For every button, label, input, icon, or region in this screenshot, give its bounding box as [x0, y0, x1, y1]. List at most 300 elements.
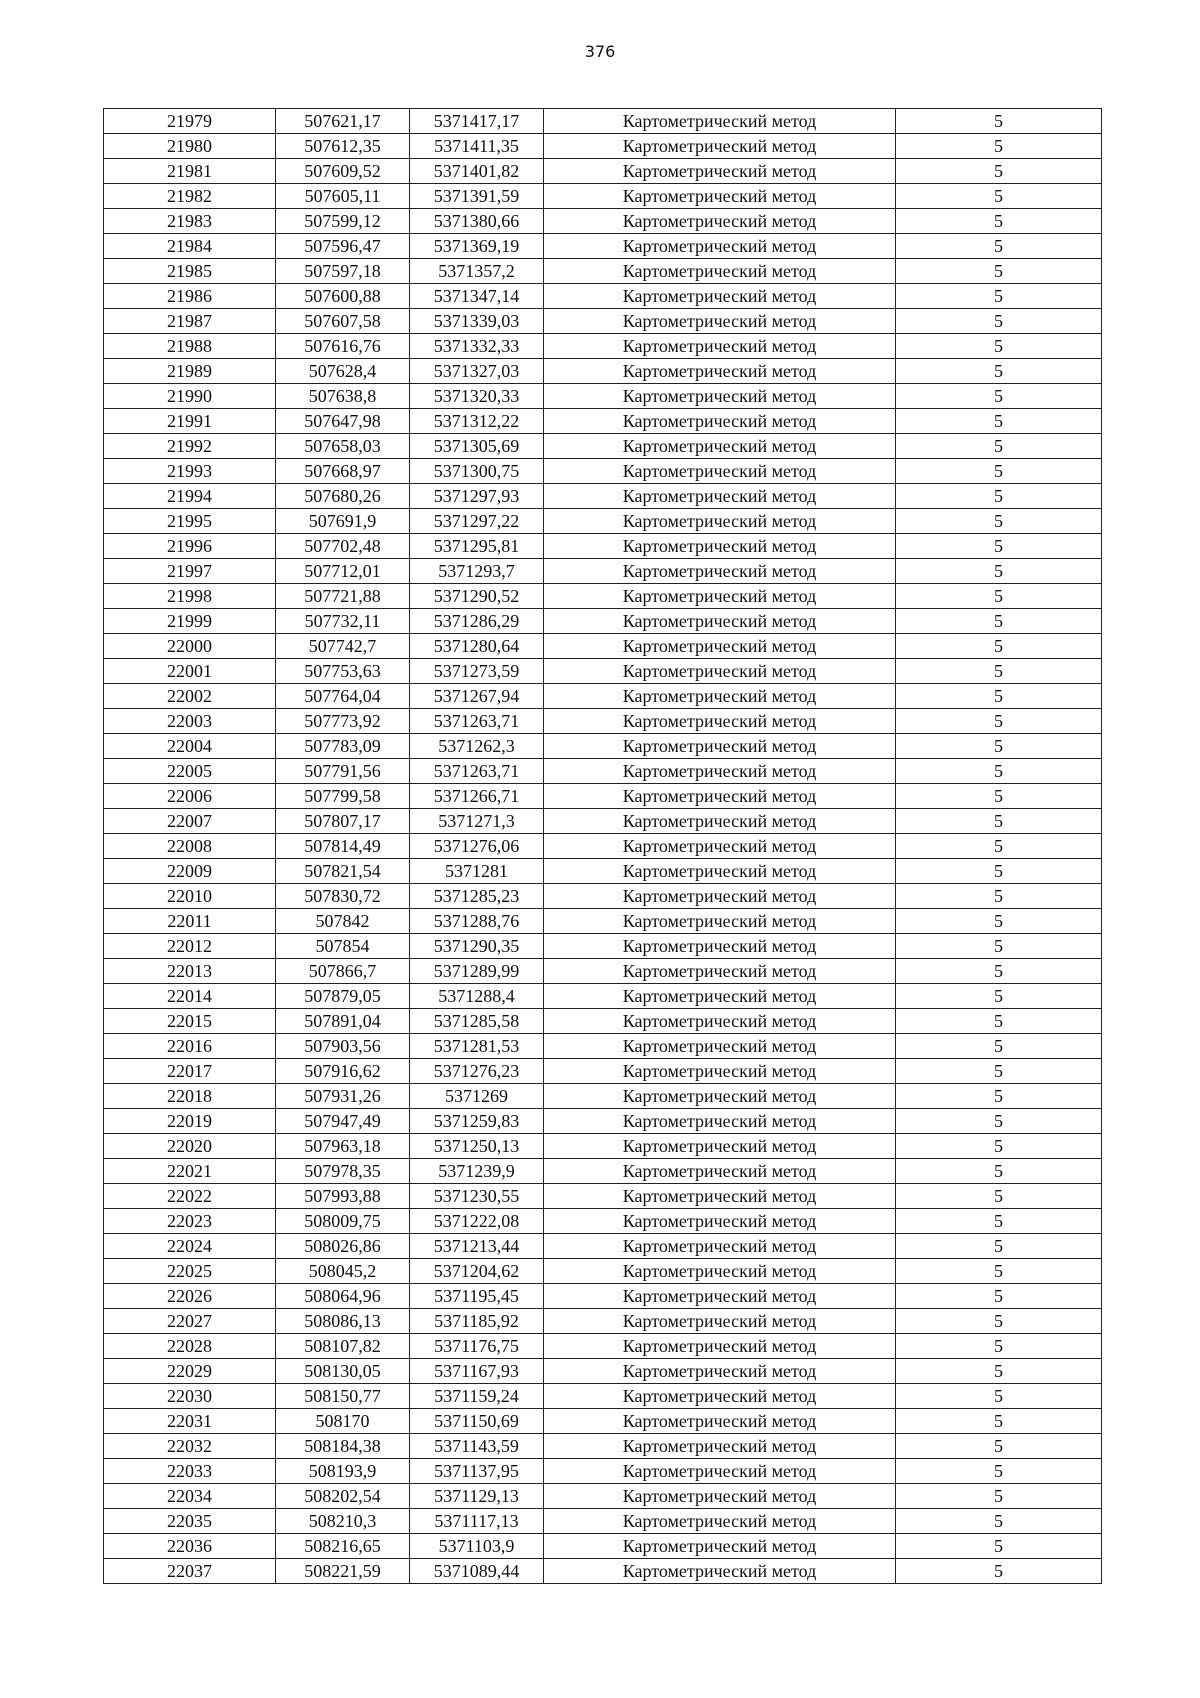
accuracy-cell: 5 — [896, 1484, 1102, 1509]
accuracy-cell: 5 — [896, 334, 1102, 359]
y-coordinate-cell: 5371150,69 — [410, 1409, 544, 1434]
point-number-cell: 22005 — [104, 759, 276, 784]
point-number-cell: 21996 — [104, 534, 276, 559]
table-row — [104, 1359, 1102, 1384]
accuracy-cell: 5 — [896, 934, 1102, 959]
x-coordinate-cell: 507830,72 — [276, 884, 410, 909]
x-coordinate-cell: 507963,18 — [276, 1134, 410, 1159]
method-cell: Картометрический метод — [544, 1559, 896, 1584]
method-cell: Картометрический метод — [544, 134, 896, 159]
y-coordinate-cell: 5371263,71 — [410, 709, 544, 734]
y-coordinate-cell: 5371290,35 — [410, 934, 544, 959]
accuracy-cell: 5 — [896, 784, 1102, 809]
x-coordinate-cell: 507742,7 — [276, 634, 410, 659]
table-row — [104, 984, 1102, 1009]
x-coordinate-cell: 507993,88 — [276, 1184, 410, 1209]
y-coordinate-cell: 5371230,55 — [410, 1184, 544, 1209]
method-cell: Картометрический метод — [544, 534, 896, 559]
accuracy-cell: 5 — [896, 734, 1102, 759]
accuracy-cell: 5 — [896, 634, 1102, 659]
point-number-cell: 21987 — [104, 309, 276, 334]
y-coordinate-cell: 5371288,76 — [410, 909, 544, 934]
x-coordinate-cell: 507647,98 — [276, 409, 410, 434]
x-coordinate-cell: 508150,77 — [276, 1384, 410, 1409]
y-coordinate-cell: 5371293,7 — [410, 559, 544, 584]
x-coordinate-cell: 507621,17 — [276, 109, 410, 134]
point-number-cell: 22025 — [104, 1259, 276, 1284]
accuracy-cell: 5 — [896, 1259, 1102, 1284]
x-coordinate-cell: 508193,9 — [276, 1459, 410, 1484]
method-cell: Картометрический метод — [544, 1509, 896, 1534]
table-row — [104, 234, 1102, 259]
method-cell: Картометрический метод — [544, 109, 896, 134]
table-row — [104, 1284, 1102, 1309]
y-coordinate-cell: 5371259,83 — [410, 1109, 544, 1134]
point-number-cell: 22017 — [104, 1059, 276, 1084]
y-coordinate-cell: 5371285,23 — [410, 884, 544, 909]
method-cell: Картометрический метод — [544, 1134, 896, 1159]
table-row — [104, 859, 1102, 884]
point-number-cell: 21998 — [104, 584, 276, 609]
table-row — [104, 434, 1102, 459]
table-row — [104, 584, 1102, 609]
point-number-cell: 21997 — [104, 559, 276, 584]
y-coordinate-cell: 5371297,22 — [410, 509, 544, 534]
table-row — [104, 709, 1102, 734]
x-coordinate-cell: 508216,65 — [276, 1534, 410, 1559]
table-row — [104, 1434, 1102, 1459]
y-coordinate-cell: 5371347,14 — [410, 284, 544, 309]
accuracy-cell: 5 — [896, 884, 1102, 909]
table-row — [104, 1459, 1102, 1484]
y-coordinate-cell: 5371281 — [410, 859, 544, 884]
method-cell: Картометрический метод — [544, 1159, 896, 1184]
point-number-cell: 22019 — [104, 1109, 276, 1134]
table-row — [104, 1309, 1102, 1334]
table-row — [104, 334, 1102, 359]
method-cell: Картометрический метод — [544, 509, 896, 534]
method-cell: Картометрический метод — [544, 159, 896, 184]
point-number-cell: 22037 — [104, 1559, 276, 1584]
x-coordinate-cell: 507597,18 — [276, 259, 410, 284]
x-coordinate-cell: 507947,49 — [276, 1109, 410, 1134]
accuracy-cell: 5 — [896, 509, 1102, 534]
x-coordinate-cell: 508210,3 — [276, 1509, 410, 1534]
method-cell: Картометрический метод — [544, 1434, 896, 1459]
x-coordinate-cell: 507799,58 — [276, 784, 410, 809]
point-number-cell: 21993 — [104, 459, 276, 484]
accuracy-cell: 5 — [896, 159, 1102, 184]
accuracy-cell: 5 — [896, 234, 1102, 259]
method-cell: Картометрический метод — [544, 1534, 896, 1559]
x-coordinate-cell: 508202,54 — [276, 1484, 410, 1509]
table-row — [104, 1134, 1102, 1159]
table-row — [104, 1559, 1102, 1584]
accuracy-cell: 5 — [896, 584, 1102, 609]
table-row — [104, 259, 1102, 284]
accuracy-cell: 5 — [896, 534, 1102, 559]
table-row — [104, 1159, 1102, 1184]
point-number-cell: 21986 — [104, 284, 276, 309]
x-coordinate-cell: 507712,01 — [276, 559, 410, 584]
point-number-cell: 22009 — [104, 859, 276, 884]
accuracy-cell: 5 — [896, 1009, 1102, 1034]
table-row — [104, 1509, 1102, 1534]
method-cell: Картометрический метод — [544, 359, 896, 384]
y-coordinate-cell: 5371273,59 — [410, 659, 544, 684]
point-number-cell: 22001 — [104, 659, 276, 684]
x-coordinate-cell: 508009,75 — [276, 1209, 410, 1234]
accuracy-cell: 5 — [896, 484, 1102, 509]
point-number-cell: 22010 — [104, 884, 276, 909]
accuracy-cell: 5 — [896, 284, 1102, 309]
point-number-cell: 22020 — [104, 1134, 276, 1159]
y-coordinate-cell: 5371089,44 — [410, 1559, 544, 1584]
point-number-cell: 21989 — [104, 359, 276, 384]
accuracy-cell: 5 — [896, 184, 1102, 209]
y-coordinate-cell: 5371411,35 — [410, 134, 544, 159]
point-number-cell: 21983 — [104, 209, 276, 234]
accuracy-cell: 5 — [896, 1184, 1102, 1209]
table-row — [104, 634, 1102, 659]
x-coordinate-cell: 507658,03 — [276, 434, 410, 459]
point-number-cell: 22011 — [104, 909, 276, 934]
accuracy-cell: 5 — [896, 1159, 1102, 1184]
point-number-cell: 22035 — [104, 1509, 276, 1534]
y-coordinate-cell: 5371339,03 — [410, 309, 544, 334]
table-row — [104, 109, 1102, 134]
method-cell: Картометрический метод — [544, 184, 896, 209]
x-coordinate-cell: 508184,38 — [276, 1434, 410, 1459]
accuracy-cell: 5 — [896, 1534, 1102, 1559]
point-number-cell: 22026 — [104, 1284, 276, 1309]
accuracy-cell: 5 — [896, 609, 1102, 634]
table-row — [104, 409, 1102, 434]
accuracy-cell: 5 — [896, 109, 1102, 134]
method-cell: Картометрический метод — [544, 959, 896, 984]
table-row — [104, 509, 1102, 534]
table-row — [104, 809, 1102, 834]
x-coordinate-cell: 507721,88 — [276, 584, 410, 609]
y-coordinate-cell: 5371276,23 — [410, 1059, 544, 1084]
method-cell: Картометрический метод — [544, 734, 896, 759]
accuracy-cell: 5 — [896, 134, 1102, 159]
accuracy-cell: 5 — [896, 1109, 1102, 1134]
point-number-cell: 21991 — [104, 409, 276, 434]
table-row — [104, 1009, 1102, 1034]
y-coordinate-cell: 5371300,75 — [410, 459, 544, 484]
method-cell: Картометрический метод — [544, 909, 896, 934]
y-coordinate-cell: 5371195,45 — [410, 1284, 544, 1309]
method-cell: Картометрический метод — [544, 1284, 896, 1309]
method-cell: Картометрический метод — [544, 1459, 896, 1484]
point-number-cell: 21984 — [104, 234, 276, 259]
point-number-cell: 21995 — [104, 509, 276, 534]
method-cell: Картометрический метод — [544, 1059, 896, 1084]
y-coordinate-cell: 5371357,2 — [410, 259, 544, 284]
y-coordinate-cell: 5371369,19 — [410, 234, 544, 259]
point-number-cell: 22004 — [104, 734, 276, 759]
page-number: 376 — [584, 42, 616, 61]
x-coordinate-cell: 508026,86 — [276, 1234, 410, 1259]
accuracy-cell: 5 — [896, 1309, 1102, 1334]
accuracy-cell: 5 — [896, 1234, 1102, 1259]
x-coordinate-cell: 507638,8 — [276, 384, 410, 409]
table-row — [104, 559, 1102, 584]
y-coordinate-cell: 5371167,93 — [410, 1359, 544, 1384]
table-row — [104, 1109, 1102, 1134]
table-row — [104, 1409, 1102, 1434]
point-number-cell: 22016 — [104, 1034, 276, 1059]
table-row — [104, 284, 1102, 309]
point-number-cell: 21982 — [104, 184, 276, 209]
y-coordinate-cell: 5371327,03 — [410, 359, 544, 384]
accuracy-cell: 5 — [896, 659, 1102, 684]
accuracy-cell: 5 — [896, 559, 1102, 584]
accuracy-cell: 5 — [896, 1134, 1102, 1159]
accuracy-cell: 5 — [896, 1284, 1102, 1309]
method-cell: Картометрический метод — [544, 1484, 896, 1509]
method-cell: Картометрический метод — [544, 659, 896, 684]
accuracy-cell: 5 — [896, 459, 1102, 484]
method-cell: Картометрический метод — [544, 984, 896, 1009]
y-coordinate-cell: 5371297,93 — [410, 484, 544, 509]
table-row — [104, 959, 1102, 984]
method-cell: Картометрический метод — [544, 284, 896, 309]
accuracy-cell: 5 — [896, 1459, 1102, 1484]
table-row — [104, 184, 1102, 209]
accuracy-cell: 5 — [896, 1559, 1102, 1584]
x-coordinate-cell: 507764,04 — [276, 684, 410, 709]
accuracy-cell: 5 — [896, 1409, 1102, 1434]
table-row — [104, 934, 1102, 959]
y-coordinate-cell: 5371417,17 — [410, 109, 544, 134]
method-cell: Картометрический метод — [544, 309, 896, 334]
x-coordinate-cell: 507821,54 — [276, 859, 410, 884]
y-coordinate-cell: 5371280,64 — [410, 634, 544, 659]
accuracy-cell: 5 — [896, 709, 1102, 734]
x-coordinate-cell: 507680,26 — [276, 484, 410, 509]
y-coordinate-cell: 5371204,62 — [410, 1259, 544, 1284]
x-coordinate-cell: 507916,62 — [276, 1059, 410, 1084]
method-cell: Картометрический метод — [544, 409, 896, 434]
point-number-cell: 22033 — [104, 1459, 276, 1484]
y-coordinate-cell: 5371305,69 — [410, 434, 544, 459]
x-coordinate-cell: 507791,56 — [276, 759, 410, 784]
table-row — [104, 1534, 1102, 1559]
method-cell: Картометрический метод — [544, 584, 896, 609]
x-coordinate-cell: 508107,82 — [276, 1334, 410, 1359]
method-cell: Картометрический метод — [544, 1184, 896, 1209]
accuracy-cell: 5 — [896, 984, 1102, 1009]
x-coordinate-cell: 508130,05 — [276, 1359, 410, 1384]
method-cell: Картометрический метод — [544, 809, 896, 834]
point-number-cell: 21990 — [104, 384, 276, 409]
accuracy-cell: 5 — [896, 959, 1102, 984]
y-coordinate-cell: 5371263,71 — [410, 759, 544, 784]
x-coordinate-cell: 507807,17 — [276, 809, 410, 834]
y-coordinate-cell: 5371288,4 — [410, 984, 544, 1009]
y-coordinate-cell: 5371185,92 — [410, 1309, 544, 1334]
table-row — [104, 759, 1102, 784]
method-cell: Картометрический метод — [544, 434, 896, 459]
x-coordinate-cell: 508086,13 — [276, 1309, 410, 1334]
point-number-cell: 22024 — [104, 1234, 276, 1259]
table-row — [104, 459, 1102, 484]
method-cell: Картометрический метод — [544, 1009, 896, 1034]
accuracy-cell: 5 — [896, 359, 1102, 384]
method-cell: Картометрический метод — [544, 1259, 896, 1284]
point-number-cell: 22027 — [104, 1309, 276, 1334]
y-coordinate-cell: 5371332,33 — [410, 334, 544, 359]
point-number-cell: 22034 — [104, 1484, 276, 1509]
accuracy-cell: 5 — [896, 1384, 1102, 1409]
method-cell: Картометрический метод — [544, 709, 896, 734]
y-coordinate-cell: 5371117,13 — [410, 1509, 544, 1534]
y-coordinate-cell: 5371285,58 — [410, 1009, 544, 1034]
point-number-cell: 21992 — [104, 434, 276, 459]
x-coordinate-cell: 507931,26 — [276, 1084, 410, 1109]
table-row — [104, 1484, 1102, 1509]
x-coordinate-cell: 507866,7 — [276, 959, 410, 984]
x-coordinate-cell: 507605,11 — [276, 184, 410, 209]
method-cell: Картометрический метод — [544, 484, 896, 509]
y-coordinate-cell: 5371159,24 — [410, 1384, 544, 1409]
x-coordinate-cell: 508221,59 — [276, 1559, 410, 1584]
accuracy-cell: 5 — [896, 259, 1102, 284]
table-row — [104, 1259, 1102, 1284]
x-coordinate-cell: 507600,88 — [276, 284, 410, 309]
coordinates-table-body — [104, 109, 1102, 1584]
table-row — [104, 909, 1102, 934]
table-row — [104, 1084, 1102, 1109]
point-number-cell: 21994 — [104, 484, 276, 509]
table-row — [104, 1059, 1102, 1084]
accuracy-cell: 5 — [896, 384, 1102, 409]
point-number-cell: 22000 — [104, 634, 276, 659]
table-row — [104, 1234, 1102, 1259]
point-number-cell: 22022 — [104, 1184, 276, 1209]
x-coordinate-cell: 507691,9 — [276, 509, 410, 534]
method-cell: Картометрический метод — [544, 834, 896, 859]
y-coordinate-cell: 5371286,29 — [410, 609, 544, 634]
point-number-cell: 22018 — [104, 1084, 276, 1109]
point-number-cell: 21988 — [104, 334, 276, 359]
accuracy-cell: 5 — [896, 684, 1102, 709]
method-cell: Картометрический метод — [544, 1384, 896, 1409]
y-coordinate-cell: 5371250,13 — [410, 1134, 544, 1159]
y-coordinate-cell: 5371143,59 — [410, 1434, 544, 1459]
y-coordinate-cell: 5371320,33 — [410, 384, 544, 409]
method-cell: Картометрический метод — [544, 1409, 896, 1434]
method-cell: Картометрический метод — [544, 1359, 896, 1384]
accuracy-cell: 5 — [896, 759, 1102, 784]
table-row — [104, 1384, 1102, 1409]
method-cell: Картометрический метод — [544, 759, 896, 784]
x-coordinate-cell: 507783,09 — [276, 734, 410, 759]
point-number-cell: 22030 — [104, 1384, 276, 1409]
point-number-cell: 21985 — [104, 259, 276, 284]
table-row — [104, 359, 1102, 384]
table-row — [104, 834, 1102, 859]
accuracy-cell: 5 — [896, 434, 1102, 459]
x-coordinate-cell: 507628,4 — [276, 359, 410, 384]
x-coordinate-cell: 507814,49 — [276, 834, 410, 859]
x-coordinate-cell: 507607,58 — [276, 309, 410, 334]
accuracy-cell: 5 — [896, 209, 1102, 234]
table-row — [104, 609, 1102, 634]
point-number-cell: 21980 — [104, 134, 276, 159]
point-number-cell: 21981 — [104, 159, 276, 184]
x-coordinate-cell: 508170 — [276, 1409, 410, 1434]
x-coordinate-cell: 507903,56 — [276, 1034, 410, 1059]
table-row — [104, 1184, 1102, 1209]
point-number-cell: 22008 — [104, 834, 276, 859]
method-cell: Картометрический метод — [544, 1234, 896, 1259]
method-cell: Картометрический метод — [544, 784, 896, 809]
table-row — [104, 309, 1102, 334]
point-number-cell: 22007 — [104, 809, 276, 834]
method-cell: Картометрический метод — [544, 1084, 896, 1109]
table-row — [104, 884, 1102, 909]
y-coordinate-cell: 5371391,59 — [410, 184, 544, 209]
method-cell: Картометрический метод — [544, 334, 896, 359]
x-coordinate-cell: 507891,04 — [276, 1009, 410, 1034]
x-coordinate-cell: 507842 — [276, 909, 410, 934]
point-number-cell: 22012 — [104, 934, 276, 959]
y-coordinate-cell: 5371239,9 — [410, 1159, 544, 1184]
y-coordinate-cell: 5371295,81 — [410, 534, 544, 559]
x-coordinate-cell: 507978,35 — [276, 1159, 410, 1184]
method-cell: Картометрический метод — [544, 384, 896, 409]
accuracy-cell: 5 — [896, 909, 1102, 934]
table-row — [104, 784, 1102, 809]
table-row — [104, 1034, 1102, 1059]
x-coordinate-cell: 507612,35 — [276, 134, 410, 159]
method-cell: Картометрический метод — [544, 559, 896, 584]
y-coordinate-cell: 5371262,3 — [410, 734, 544, 759]
point-number-cell: 22015 — [104, 1009, 276, 1034]
accuracy-cell: 5 — [896, 859, 1102, 884]
y-coordinate-cell: 5371312,22 — [410, 409, 544, 434]
method-cell: Картометрический метод — [544, 859, 896, 884]
point-number-cell: 22003 — [104, 709, 276, 734]
table-row — [104, 534, 1102, 559]
table-row — [104, 734, 1102, 759]
x-coordinate-cell: 507616,76 — [276, 334, 410, 359]
accuracy-cell: 5 — [896, 309, 1102, 334]
accuracy-cell: 5 — [896, 1359, 1102, 1384]
x-coordinate-cell: 508045,2 — [276, 1259, 410, 1284]
x-coordinate-cell: 508064,96 — [276, 1284, 410, 1309]
y-coordinate-cell: 5371269 — [410, 1084, 544, 1109]
table-row — [104, 384, 1102, 409]
y-coordinate-cell: 5371271,3 — [410, 809, 544, 834]
point-number-cell: 22036 — [104, 1534, 276, 1559]
table-row — [104, 1209, 1102, 1234]
accuracy-cell: 5 — [896, 409, 1102, 434]
point-number-cell: 22023 — [104, 1209, 276, 1234]
y-coordinate-cell: 5371281,53 — [410, 1034, 544, 1059]
method-cell: Картометрический метод — [544, 234, 896, 259]
y-coordinate-cell: 5371137,95 — [410, 1459, 544, 1484]
x-coordinate-cell: 507854 — [276, 934, 410, 959]
method-cell: Картометрический метод — [544, 209, 896, 234]
accuracy-cell: 5 — [896, 1509, 1102, 1534]
method-cell: Картометрический метод — [544, 934, 896, 959]
table-row — [104, 484, 1102, 509]
x-coordinate-cell: 507609,52 — [276, 159, 410, 184]
